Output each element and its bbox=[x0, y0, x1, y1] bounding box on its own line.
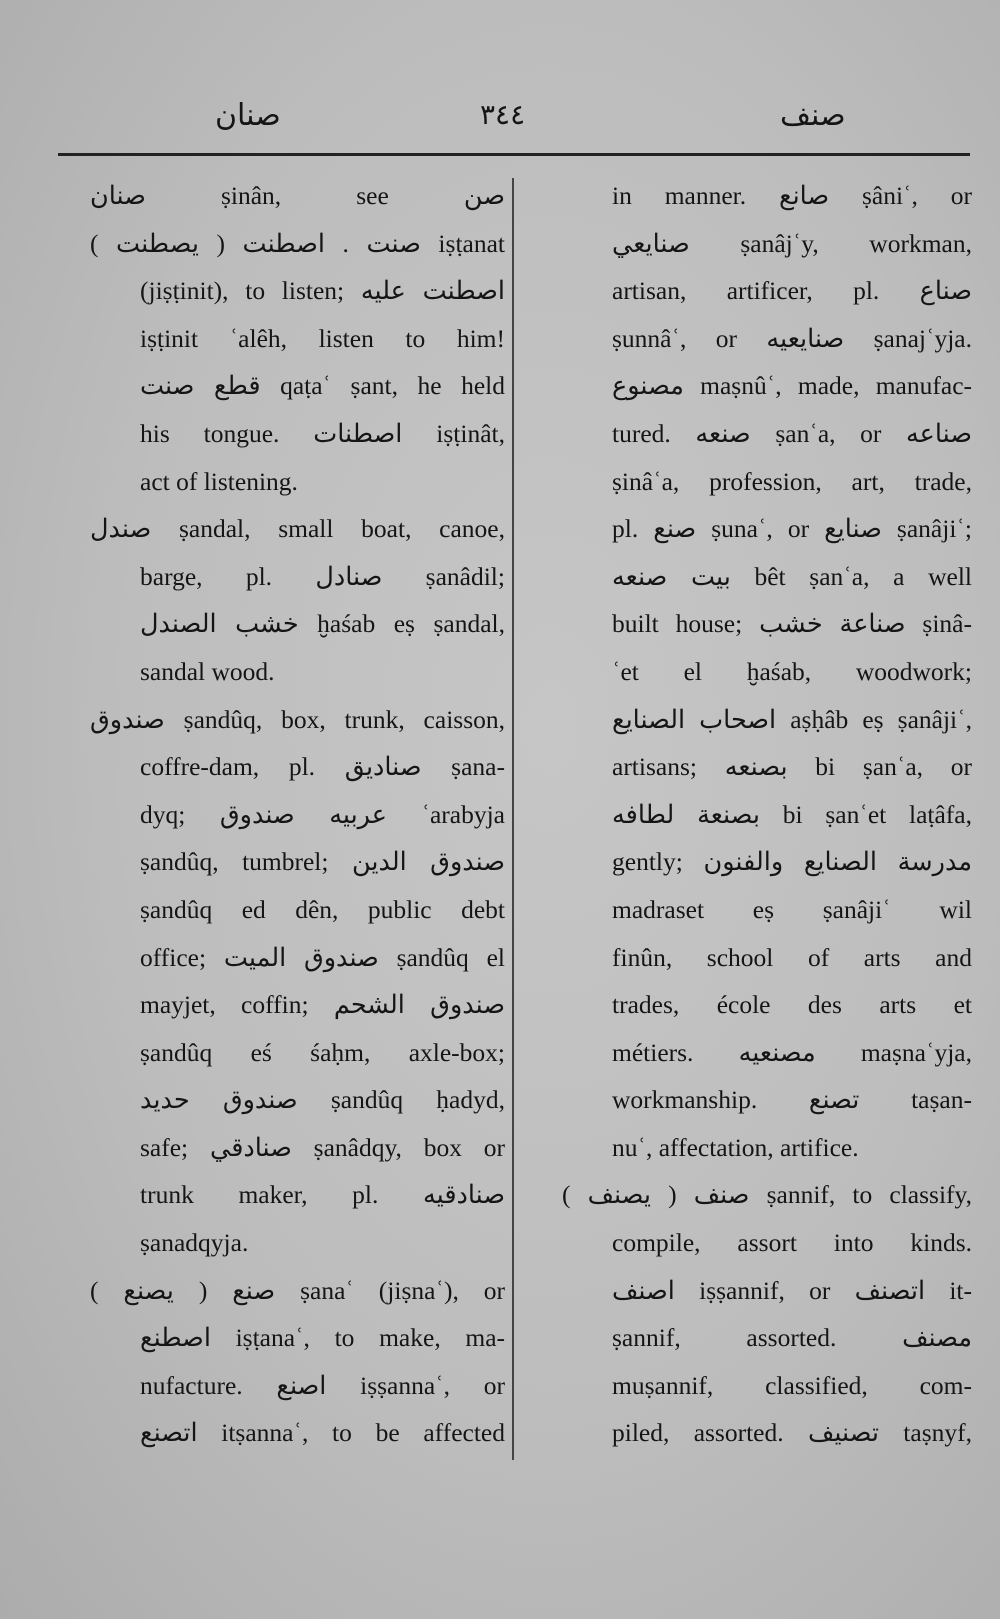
text-line: صنع ( يصنع ) ṣanaʿ (jiṣnaʿ), or bbox=[90, 1275, 505, 1305]
text-line: office; صندوق الميت ṣandûq el bbox=[140, 942, 505, 972]
text-line: (jiṣṭinit), to listen; اصطنت عليه bbox=[140, 276, 505, 306]
text-line: ṣanadqyja. bbox=[140, 1228, 249, 1258]
text-line: اصنف iṣṣannif, or اتصنف it- bbox=[612, 1275, 972, 1305]
text-line: workmanship. تصنع taṣan- bbox=[612, 1085, 972, 1115]
text-line: coffre-dam, pl. صناديق ṣana- bbox=[140, 752, 505, 782]
text-line: صندل ṣandal, small boat, canoe, bbox=[90, 514, 505, 544]
text-line: صنت . اصطنت ( يصطنت ) iṣṭanat bbox=[90, 228, 505, 258]
text-line: in manner. صانع ṣâniʿ, or bbox=[612, 181, 972, 210]
page-header bbox=[60, 88, 960, 138]
text-line: اصحاب الصنايع aṣḥâb eṣ ṣanâjiʿ, bbox=[612, 704, 972, 734]
column-divider bbox=[512, 178, 514, 1460]
text-line: اصطنع iṣṭanaʿ, to make, ma- bbox=[140, 1323, 505, 1353]
text-line: خشب الصندل ḫaśab eṣ ṣandal, bbox=[140, 609, 505, 639]
text-line: اتصنع itṣannaʿ, to be affected bbox=[140, 1418, 505, 1448]
text-line: بيت صنعه bêt ṣanʿa, a well bbox=[612, 561, 972, 591]
text-line: trunk maker, pl. صنادقيه bbox=[140, 1180, 505, 1210]
text-line: بصنعة لطافه bi ṣanʿet laṭâfa, bbox=[612, 799, 972, 829]
text-line: mayjet, coffin; صندوق الشحم bbox=[140, 990, 505, 1020]
page-number: ٣٤٤ bbox=[480, 98, 526, 131]
text-line: صندوق حديد ṣandûq ḥadyd, bbox=[140, 1085, 505, 1115]
text-line: ṣandûq, tumbrel; صندوق الدين bbox=[140, 847, 505, 877]
text-line: ṣandûq ed dên, public debt bbox=[140, 894, 505, 924]
text-line: piled, assorted. تصنيف taṣnyf, bbox=[612, 1418, 972, 1448]
text-line: صنف ( يصنف ) ṣannif, to classify, bbox=[562, 1180, 972, 1210]
text-line: madraset eṣ ṣanâjiʿ wil bbox=[612, 894, 972, 924]
text-line: artisan, artificer, pl. صناع bbox=[612, 276, 972, 306]
text-line: ṣannif, assorted. مصنف bbox=[612, 1323, 972, 1353]
text-line: compile, assort into kinds. bbox=[612, 1228, 972, 1258]
text-line: pl. صنع ṣunaʿ, or صنايع ṣanâjiʿ; bbox=[612, 514, 972, 544]
text-line: صنايعي ṣanâjʿy, workman, bbox=[612, 228, 972, 258]
header-catchword-right: صنف bbox=[780, 98, 846, 133]
text-line: built house; صناعة خشب ṣinâ- bbox=[612, 609, 972, 639]
text-line: ṣunnâʿ, or صنايعيه ṣanajʿyja. bbox=[612, 323, 972, 353]
text-line: muṣannif, classified, com- bbox=[612, 1370, 972, 1400]
text-line: act of listening. bbox=[140, 466, 298, 496]
text-line: nuʿ, affectation, artifice. bbox=[612, 1132, 859, 1162]
text-line: ṣinâʿa, profession, art, trade, bbox=[612, 466, 972, 496]
right-column bbox=[562, 172, 972, 1457]
text-line: artisans; بصنعه bi ṣanʿa, or bbox=[612, 752, 972, 782]
text-line: nufacture. اصنع iṣṣannaʿ, or bbox=[140, 1370, 505, 1400]
text-line: gently; مدرسة الصنايع والفنون bbox=[612, 847, 972, 877]
text-line: ʿet el ḫaśab, woodwork; bbox=[612, 656, 972, 686]
text-line: his tongue. اصطنات iṣṭinât, bbox=[140, 418, 505, 448]
text-line: métiers. مصنعيه maṣnaʿyja, bbox=[612, 1037, 972, 1067]
text-line: صندوق ṣandûq, box, trunk, caisson, bbox=[90, 704, 505, 734]
text-line: قطع صنت qaṭaʿ ṣant, he held bbox=[140, 371, 505, 401]
text-line: sandal wood. bbox=[140, 656, 275, 686]
text-line: tured. صنعه ṣanʿa, or صناعه bbox=[612, 418, 972, 448]
text-line: مصنوع maṣnûʿ, made, manufac- bbox=[612, 371, 972, 401]
text-line: trades, école des arts et bbox=[612, 990, 972, 1020]
text-line: finûn, school of arts and bbox=[612, 942, 972, 972]
left-column bbox=[90, 172, 505, 1457]
text-line: iṣṭinit ʿalêh, listen to him! bbox=[140, 323, 505, 353]
header-catchword-left: صنان bbox=[215, 98, 281, 133]
text-line: barge, pl. صنادل ṣanâdil; bbox=[140, 561, 505, 591]
text-line: صنان ṣinân, see صن bbox=[90, 181, 505, 210]
header-rule bbox=[58, 153, 970, 156]
text-line: dyq; عربيه صندوق ʿarabyja bbox=[140, 799, 505, 829]
text-line: safe; صنادقي ṣanâdqy, box or bbox=[140, 1132, 505, 1162]
text-line: ṣandûq eś śaḥm, axle-box; bbox=[140, 1037, 505, 1067]
